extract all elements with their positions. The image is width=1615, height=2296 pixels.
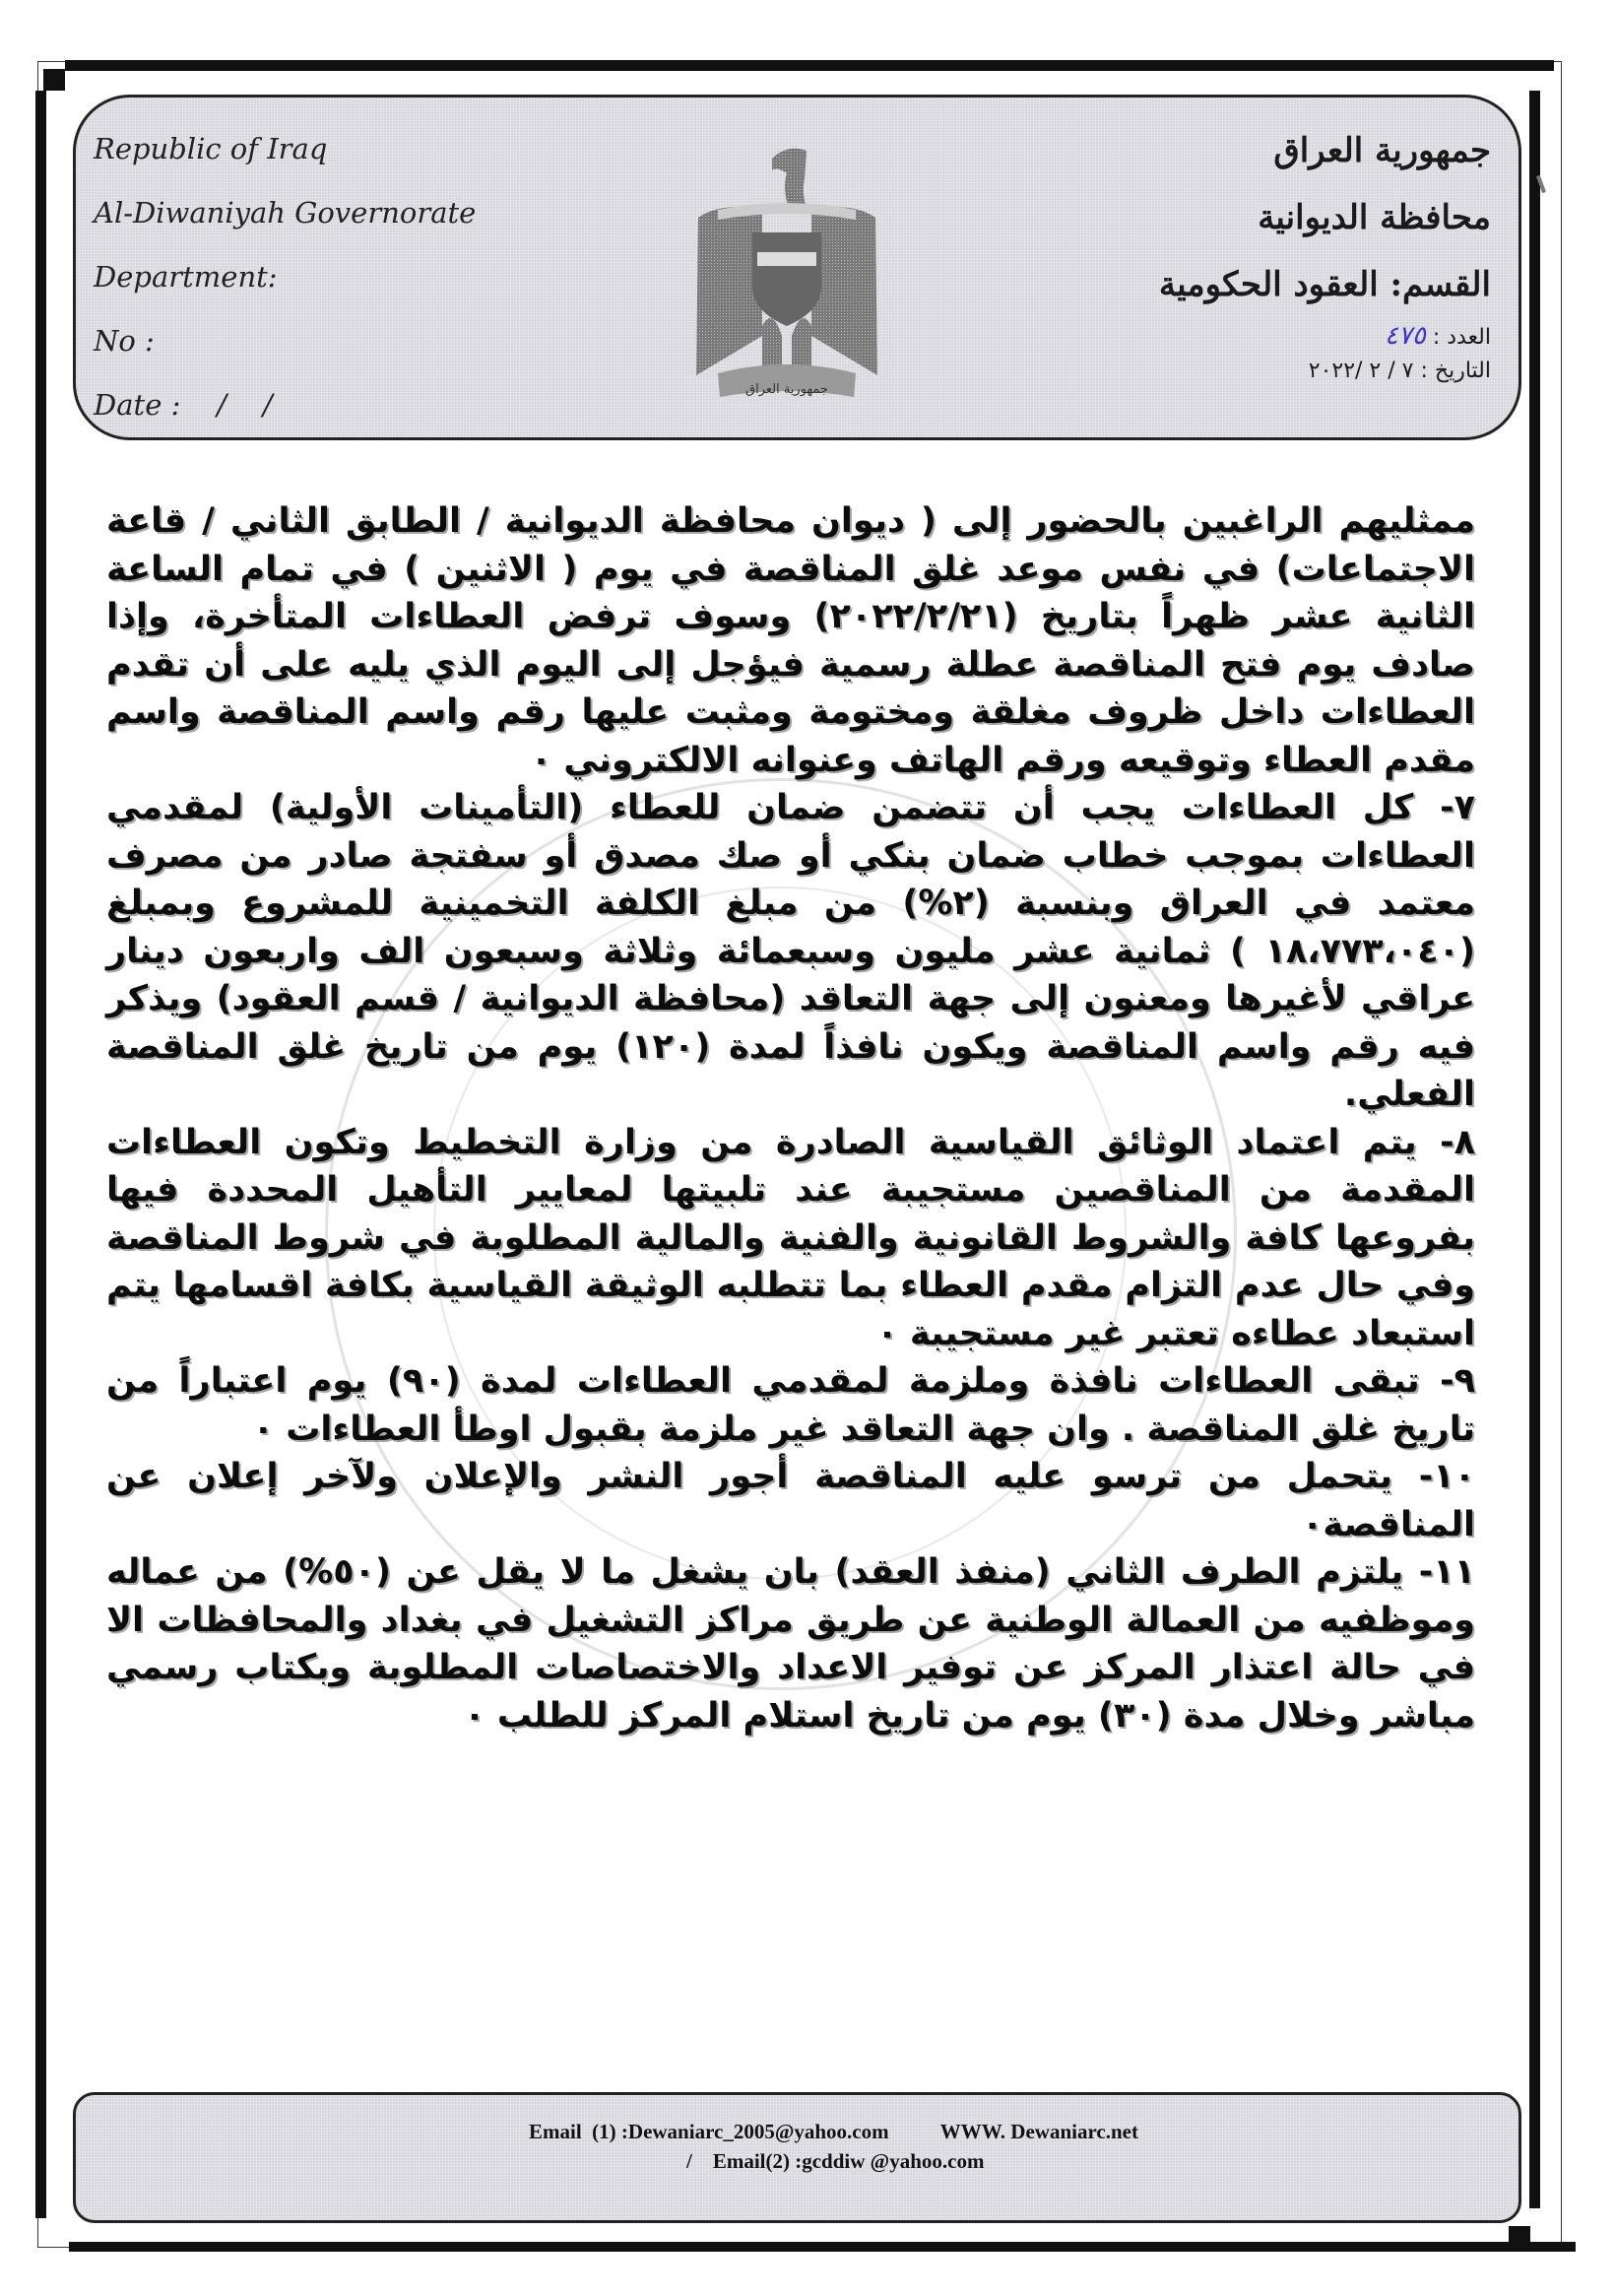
email-2-link[interactable]: / Email(2) :gcddiw @yahoo.com	[686, 2149, 985, 2173]
department-label-en: Department:	[94, 260, 278, 294]
iraq-eagle-emblem-icon	[678, 139, 895, 415]
frame-border-right	[1529, 91, 1540, 2208]
footer-line-1	[529, 2120, 1138, 2144]
email-1-link[interactable]: Email (1) :Dewaniarc_2005@yahoo.com	[529, 2120, 889, 2143]
date-row	[1159, 354, 1491, 389]
governorate-ar: محافظة الديوانية	[1258, 198, 1491, 237]
letterhead-english	[94, 117, 476, 437]
footer-contact	[73, 2092, 1521, 2223]
number-label-en: No :	[94, 324, 155, 358]
number-label-ar: العدد :	[1432, 325, 1491, 350]
paragraph-intro: ممثليهم الراغبين بالحضور إلى ( ديوان محافظة الديوانية / الطابق الثاني / قاعة الاجتماعات) في نفس موعد غلق المناقصة في يوم ( الاثنين ) في تمام الساعة الثانية عشر ظهراً بتاريخ (٢٠٢٢/٢/٢١) وسوف ترفض العطاءات المتأخرة، وإذا صادف يوم فتح المناقصة عطلة رسمية فيؤجل إلى اليوم الذي يليه على أن تقدم العطاءات داخل ظروف مغلقة ومختومة ومثبت عليها رقم واسم المناقصة واسم مقدم العطاء وتوقيعه ورقم الهاتف وعنوانه الالكتروني ٠	[106, 501, 1475, 780]
frame-border-left	[35, 91, 46, 2218]
number-row	[1159, 318, 1491, 354]
letterhead-arabic	[1159, 117, 1491, 389]
country-ar: جمهورية العراق	[1273, 131, 1491, 170]
website-link[interactable]: WWW. Dewaniarc.net	[939, 2120, 1138, 2143]
paragraph-7: ٧- كل العطاءات يجب أن تتضمن ضمان للعطاء (التأمينات الأولية) لمقدمي العطاءات بموجب خطاب ضمان بنكي أو صك مصدق أو سفتجة صادر من مصرف معتمد في العراق وبنسبة (٢%) من مبلغ الكلفة التخمينية للمشروع وبمبلغ (١٨،٧٧٣،٠٤٠ ) ثمانية عشر مليون وسبعمائة وثلاثة وسبعون الف واربعون دينار عراقي لأغيرها ومعنون إلى جهة التعاقد (محافظة الديوانية / قسم العقود) ويذكر فيه رقم واسم المناقصة ويكون نافذاً لمدة (١٢٠) يوم من تاريخ غلق المناقصة الفعلي.	[106, 788, 1475, 1114]
paragraph-8: ٨- يتم اعتماد الوثائق القياسية الصادرة من وزارة التخطيط وتكون العطاءات المقدمة من المناقصين مستجيبة عند تلبيتها لمعايير التأهيل المحددة فيها بفروعها كافة والشروط القانونية والفنية والمالية المطلوبة في شروط المناقصة وفي حال عدم التزام مقدم العطاء بما تتطلبه الوثيقة القياسية بكافة اقسامها يتم استبعاد عطاءه تعتبر غير مستجيبة ٠	[106, 1122, 1475, 1353]
number-value-handwritten: ٤٧٥	[1384, 321, 1426, 351]
frame-corner-bottom-right	[1509, 2226, 1530, 2246]
date-label-ar: التاريخ :	[1420, 359, 1491, 383]
date-label-en: Date : / /	[94, 388, 273, 422]
svg-text:جمهورية العراق: جمهورية العراق	[745, 382, 828, 397]
frame-border-bottom	[69, 2242, 1576, 2252]
frame-border-top	[65, 60, 1554, 71]
governorate-en: Al-Diwaniyah Governorate	[94, 196, 477, 230]
date-value: ٧ / ٢ /٢٠٢٢	[1308, 359, 1414, 383]
paragraph-10: ١٠- يتحمل من ترسو عليه المناقصة أجور النشر والإعلان ولآخر إعلان عن المناقصة٠	[106, 1457, 1475, 1544]
paragraph-9: ٩- تبقى العطاءات نافذة وملزمة لمقدمي العطاءات لمدة (٩٠) يوم اعتباراً من تاريخ غلق المناقصة . وان جهة التعاقد غير ملزمة بقبول اوطأ العطاءات ٠	[106, 1361, 1475, 1449]
document-body	[106, 497, 1475, 1739]
department-ar: القسم: العقود الحكومية	[1158, 265, 1491, 304]
letterhead	[73, 95, 1521, 440]
frame-corner-top-left	[43, 69, 65, 91]
country-en: Republic of Iraq	[94, 132, 328, 165]
paragraph-11: ١١- يلتزم الطرف الثاني (منفذ العقد) بان يشغل ما لا يقل عن (٥٠%) من عماله وموظفيه من العمالة الوطنية عن طريق مراكز التشغيل في بغداد والمحافظات الا في حالة اعتذار المركز عن توفير الاعداد والاختصاصات المطلوبة وبكتاب رسمي مباشر وخلال مدة (٣٠) يوم من تاريخ استلام المركز للطلب ٠	[106, 1552, 1476, 1736]
